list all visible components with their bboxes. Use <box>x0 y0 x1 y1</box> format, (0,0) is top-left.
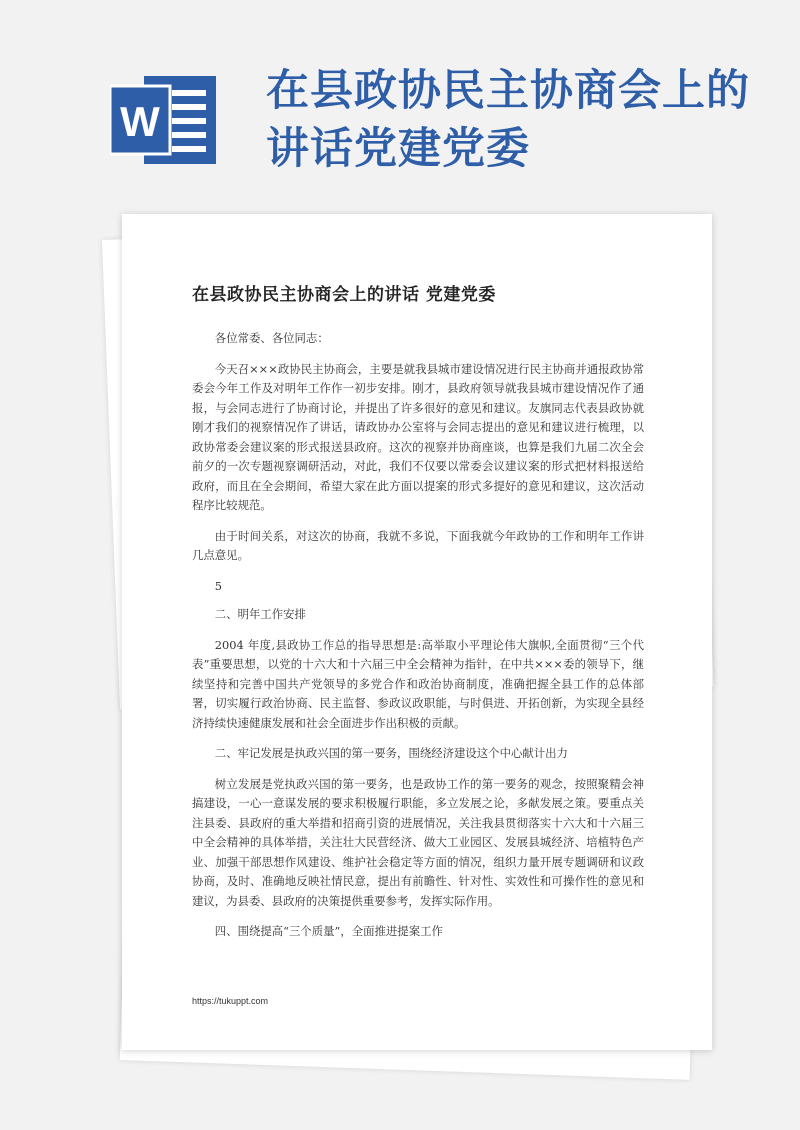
paragraph: 2004 年度,县政协工作总的指导思想是:高举取小平理论伟大旗帜,全面贯彻“三个代表”重要思想，以党的十六大和十六届三中全会精神为指针，在中共×××委的领导下，继续坚持和完善中国共产党领导的多党合作和政治协商制度，准确把握全县工作的总体部署，切实履行政治协商、民主监督、参政议政职能，与时俱进、开拓创新，为实现全县经济持续快速健康发展和社会全面进步作出积极的贡献。 <box>192 637 644 730</box>
banner <box>0 0 800 200</box>
page-number-text: 5 <box>214 578 223 593</box>
paragraph: 树立发展是党执政兴国的第一要务，也是政协工作的第一要务的观念，按照聚精会神搞建设，一心一意谋发展的要求积极履行职能，多立发展之论，多献发展之策。要重点关注县委、县政府的重大举措和招商引资的进展情况，关注我县贯彻落实十六大和十六届三中全会精神的具体举措，关注壮大民营经济、做大工业园区、发展县城经济、培植特色产业、加强干部思想作风建设、维护社会稳定等方面的情况，组织力量开展专题调研和议政协商，及时、准确地反映社情民意，提出有前瞻性、针对性、实效性和可操作性的意见和建议，为县委、县政府的决策提供重要参考，发挥实际作用。 <box>192 776 644 908</box>
banner-title: 在县政协民主协商会上的讲话党建党委 <box>266 66 750 174</box>
paragraph-salutation: 各位常委、各位同志： <box>214 331 329 345</box>
footer-link[interactable]: https://tukuppt.com <box>192 996 269 1006</box>
section-heading: 二、明年工作安排 <box>214 607 306 621</box>
document-body <box>192 329 644 953</box>
word-doc-icon <box>110 72 220 168</box>
word-logo-letter: W <box>120 98 160 145</box>
paragraph: 由于时间关系，对这次的协商，我就不多说，下面我就今年政协的工作和明年工作讲几点意见。 <box>192 528 644 562</box>
section-heading: 二、牢记发展是执政兴国的第一要务，围绕经济建设这个中心献计出力 <box>214 746 568 760</box>
document-title: 在县政协民主协商会上的讲话 党建党委 <box>192 285 496 305</box>
paragraph: 今天召×××政协民主协商会，主要是就我县城市建设情况进行民主协商并通报政协常委会今年工作及对明年工作作一初步安排。刚才，县政府领导就我县城市建设情况作了通报，与会同志进行了协商讨论，并提出了许多很好的意见和建议。友旗同志代表县政协就刚才我们的视察情况作了讲话，请政协办公室将与会同志提出的意见和建议进行梳理，以政协常委会建议案的形式报送县政府。这次的视察并协商座谈，也算是我们九届二次全会前夕的一次专题视察调研活动，对此，我们不仅要以常委会议建议案的形式把材料报送给政府，而且在全会期间，希望大家在此方面以提案的形式多提好的意见和建议，这次活动程序比较规范。 <box>192 361 644 512</box>
section-heading: 四、围绕提高“三个质量”，全面推进提案工作 <box>214 924 443 938</box>
document-page <box>122 214 712 1050</box>
